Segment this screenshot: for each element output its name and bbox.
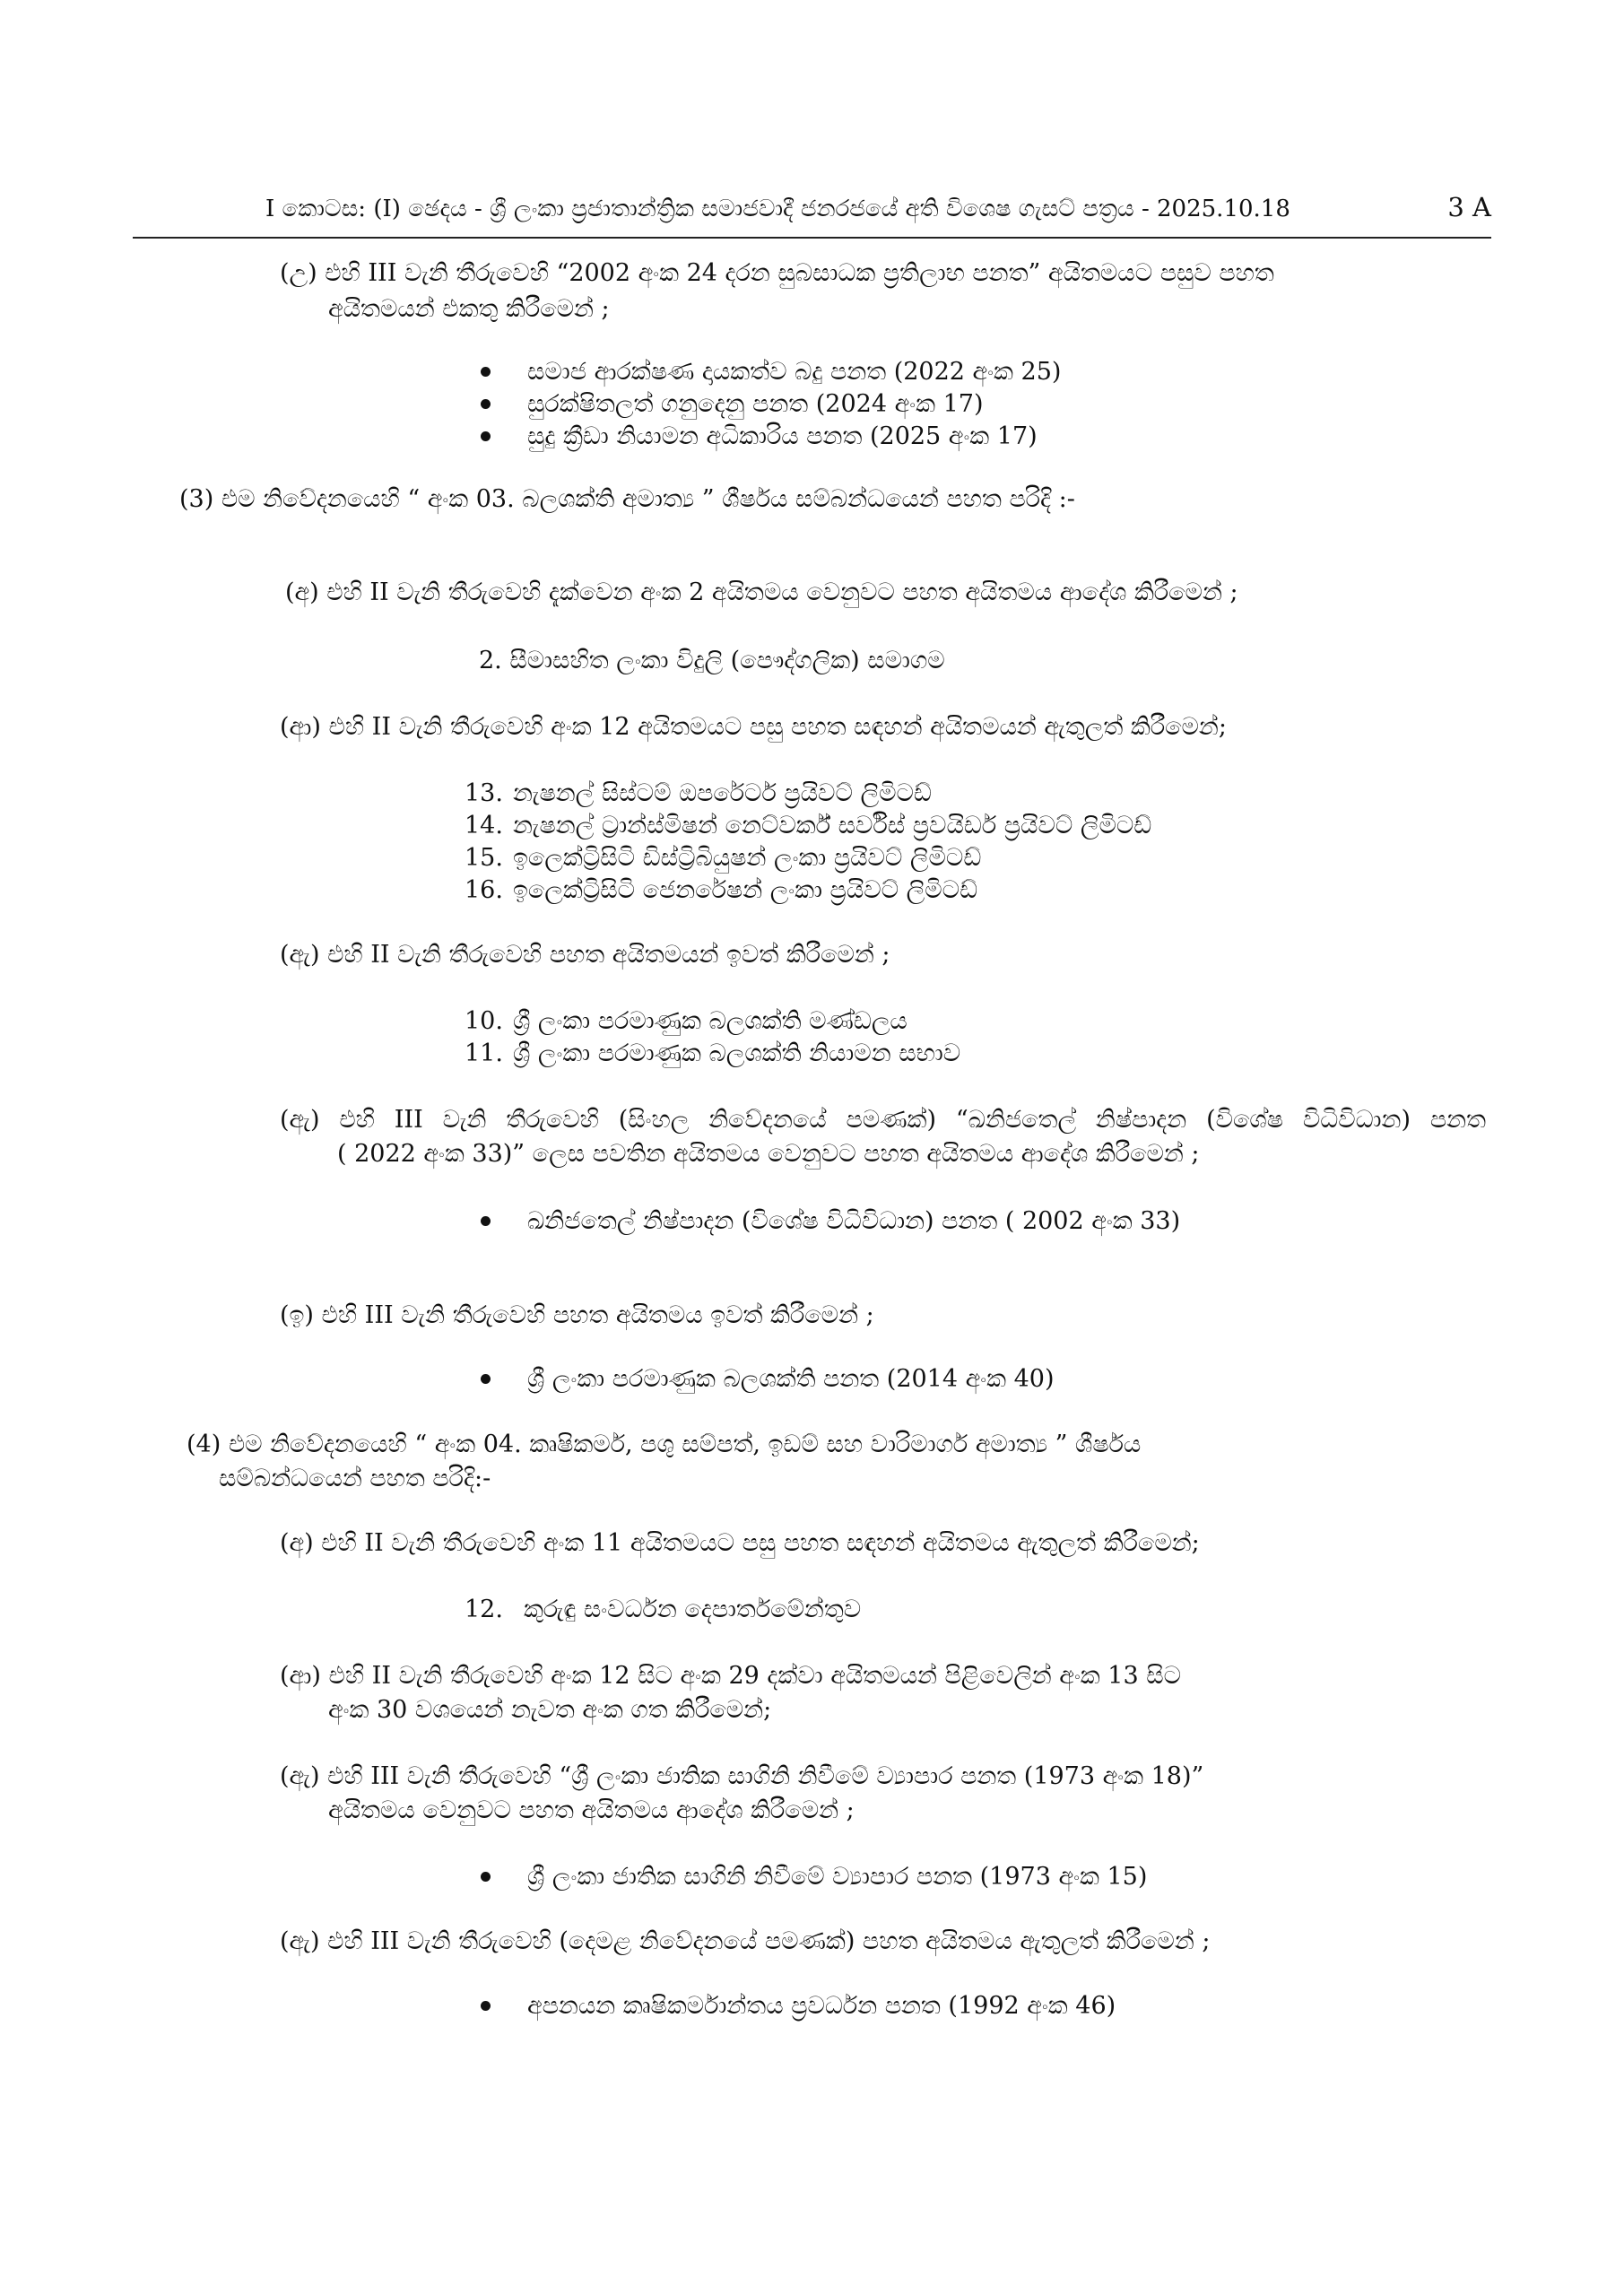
s3-ae-item-10: ශ්‍රී ලංකා පරමාණුක බලශක්ති මණ්ඩලය xyxy=(513,1007,908,1035)
s4-ae-line1: (ඇ) එහි III වැනි තීරුවෙහි “ශ්‍රී ලංකා ජාතික සාගිනි නිවීමේ ව්‍යාපාර පනත (1973 අංක 18)” xyxy=(280,1762,1204,1790)
s4-ae-bullet: ශ්‍රී ලංකා ජාතික සාගිනි නිවීමේ ව්‍යාපාර පනත (1973 අංක 15) xyxy=(527,1863,1148,1891)
page-number: 3 A xyxy=(1447,192,1491,222)
s3-ae-num-10: 10. xyxy=(465,1007,503,1035)
s2-c-line2: අයිතමයන් එකතු කිරීමෙන් ; xyxy=(328,295,610,323)
s3-aa-num-14: 14. xyxy=(465,812,503,839)
s4-ae-line2: අයිතමය වෙනුවට පහත අයිතමය ආදේශ කිරීමෙන් ; xyxy=(328,1796,855,1824)
s4-aa-line1: (ආ) එහි II වැනි තීරුවෙහි අංක 12 සිට අංක 29 දක්වා අයිතමයන් පිළිවෙලින් අංක 13 සිට xyxy=(280,1662,1182,1690)
s3-aa-item-15: ඉලෙක්ට්‍රිසිටි ඩිස්ට්‍රිබියුෂන් ලංකා ප්‍රයිවට් ලිමිටඩ් xyxy=(513,844,982,872)
bullet-dot xyxy=(481,2001,491,2011)
s4-a-item-text: කුරුඳු සංවර්ධන දෙපාර්තමේන්තුව xyxy=(524,1596,862,1623)
bullet-dot xyxy=(481,399,491,409)
s2-bullet-2: සුරක්ෂිතලත් ගනුදෙනු පනත (2024 අංක 17) xyxy=(527,390,984,418)
s4-ae2-bullet: අපනයන කෘෂිකර්මාන්තය ප්‍රවර්ධන පනත (1992 අංක 46) xyxy=(527,1992,1116,2020)
bullet-dot xyxy=(481,1872,491,1882)
s4-heading-line2: සම්බන්ධයෙන් පහත පරිදි:- xyxy=(219,1465,491,1492)
s3-aa-num-13: 13. xyxy=(465,779,503,807)
s3-a-item: 2. සීමාසහිත ලංකා විදුලි (පෞද්ගලික) සමාගම xyxy=(479,647,945,674)
bullet-dot xyxy=(481,431,491,441)
s3-aa-item-14: නැෂනල් ට්‍රාන්ස්මිෂන් නෙට්වර්ක් සර්විස් ප්‍රවයිඩර් ප්‍රයිවට් ලිමිටඩ් xyxy=(513,812,1152,839)
s3-ae-text: (ඇ) එහි II වැනි තීරුවෙහි පහත අයිතමයන් ඉවත් කිරීමෙන් ; xyxy=(280,941,890,969)
s3-aa-num-16: 16. xyxy=(465,876,503,904)
s2-c-line1: (උ) එහි III වැනි තීරුවෙහි “2002 අංක 24 දරන සුබසාධක ප්‍රතිලාභ පනත” අයිතමයට පසුව පහත xyxy=(280,259,1274,287)
s4-aa-line2: අංක 30 වශයෙන් නැවත අංක ගත කිරීමෙන්; xyxy=(328,1696,772,1724)
s3-heading: (3) එම නිවේදනයෙහි “ අංක 03. බලශක්ති අමාත්‍ය ” ශීර්ෂය සම්බන්ධයෙන් පහත පරිදි :- xyxy=(179,485,1075,513)
s3-a-text: (අ) එහි II වැනි තීරුවෙහි දැක්වෙන අංක 2 අයිතමය වෙනුවට පහත අයිතමය ආදේශ කිරීමෙන් ; xyxy=(285,578,1238,606)
header-rule xyxy=(133,237,1491,239)
s2-bullet-1: සමාජ ආරක්ෂණ දායකත්ව බදු පනත (2022 අංක 25) xyxy=(527,358,1062,386)
s3-i-bullet: ශ්‍රී ලංකා පරමාණුක බලශක්ති පනත (2014 අංක 40) xyxy=(527,1365,1055,1393)
s3-aa-num-15: 15. xyxy=(465,844,503,872)
s3-ae2-bullet: ඛනිජතෙල් නිෂ්පාදන (විශේෂ විධිවිධාන) පනත ( 2002 අංක 33) xyxy=(527,1207,1181,1235)
bullet-dot xyxy=(481,367,491,377)
s4-ae2-text: (ඇ) එහි III වැනි තීරුවෙහි (දෙමළ නිවේදනයේ පමණක්) පහත අයිතමය ඇතුලත් කිරීමෙන් ; xyxy=(280,1927,1211,1955)
s3-aa-item-16: ඉලෙක්ට්‍රිසිටි ජෙනරේෂන් ලංකා ප්‍රයිවට් ලිමිටඩ් xyxy=(513,876,978,904)
s4-a-item-num: 12. xyxy=(465,1596,503,1623)
running-header: I කොටස: (I) ඡෙදය - ශ්‍රී ලංකා ප්‍රජාතාන්ත්‍රික සමාජවාදී ජනරජයේ අති විශෙෂ ගැසට් පත්‍රය - 2025.10.18 xyxy=(265,196,1290,222)
bullet-dot xyxy=(481,1374,491,1384)
s3-ae-item-11: ශ්‍රී ලංකා පරමාණුක බලශක්ති නියාමන සභාව xyxy=(513,1039,961,1067)
bullet-dot xyxy=(481,1216,491,1226)
s3-i-text: (ඉ) එහි III වැනි තීරුවෙහි පහත අයිතමය ඉවත් කිරීමෙන් ; xyxy=(280,1301,874,1329)
s3-ae2-line1: (ඇ) එහි III වැනි තීරුවෙහි (සිංහල නිවේදනයේ පමණක්) “ඛනිජතෙල් නිෂ්පාදන (විශේෂ විධිවිධාන) පනත xyxy=(280,1106,1486,1134)
s3-ae-num-11: 11. xyxy=(465,1039,503,1067)
s3-aa-item-13: නැෂනල් සිස්ටම් ඔපරේටර් ප්‍රයිවට් ලිමිටඩ් xyxy=(513,779,932,807)
s4-a-text: (අ) එහි II වැනි තීරුවෙහි අංක 11 අයිතමයට පසු පහත සඳහන් අයිතමය ඇතුලත් කිරීමෙන්; xyxy=(280,1529,1200,1557)
s2-bullet-3: සුදු ක්‍රීඩා නියාමන අධිකාරිය පනත (2025 අංක 17) xyxy=(527,422,1038,450)
s3-ae2-line2: ( 2022 අංක 33)” ලෙස පවතින අයිතමය වෙනුවට පහත අයිතමය ආදේශ කිරීමෙන් ; xyxy=(337,1140,1200,1168)
s4-heading-line1: (4) එම නිවේදනයෙහි “ අංක 04. කෘෂිකර්ම, පශු සම්පත්, ඉඩම් සහ වාරිමාර්ග අමාත්‍ය ” ශීර්ෂය xyxy=(187,1431,1142,1458)
s3-aa-text: (ආ) එහි II වැනි තීරුවෙහි අංක 12 අයිතමයට පසු පහත සඳහන් අයිතමයන් ඇතුලත් කිරීමෙන්; xyxy=(280,713,1227,741)
